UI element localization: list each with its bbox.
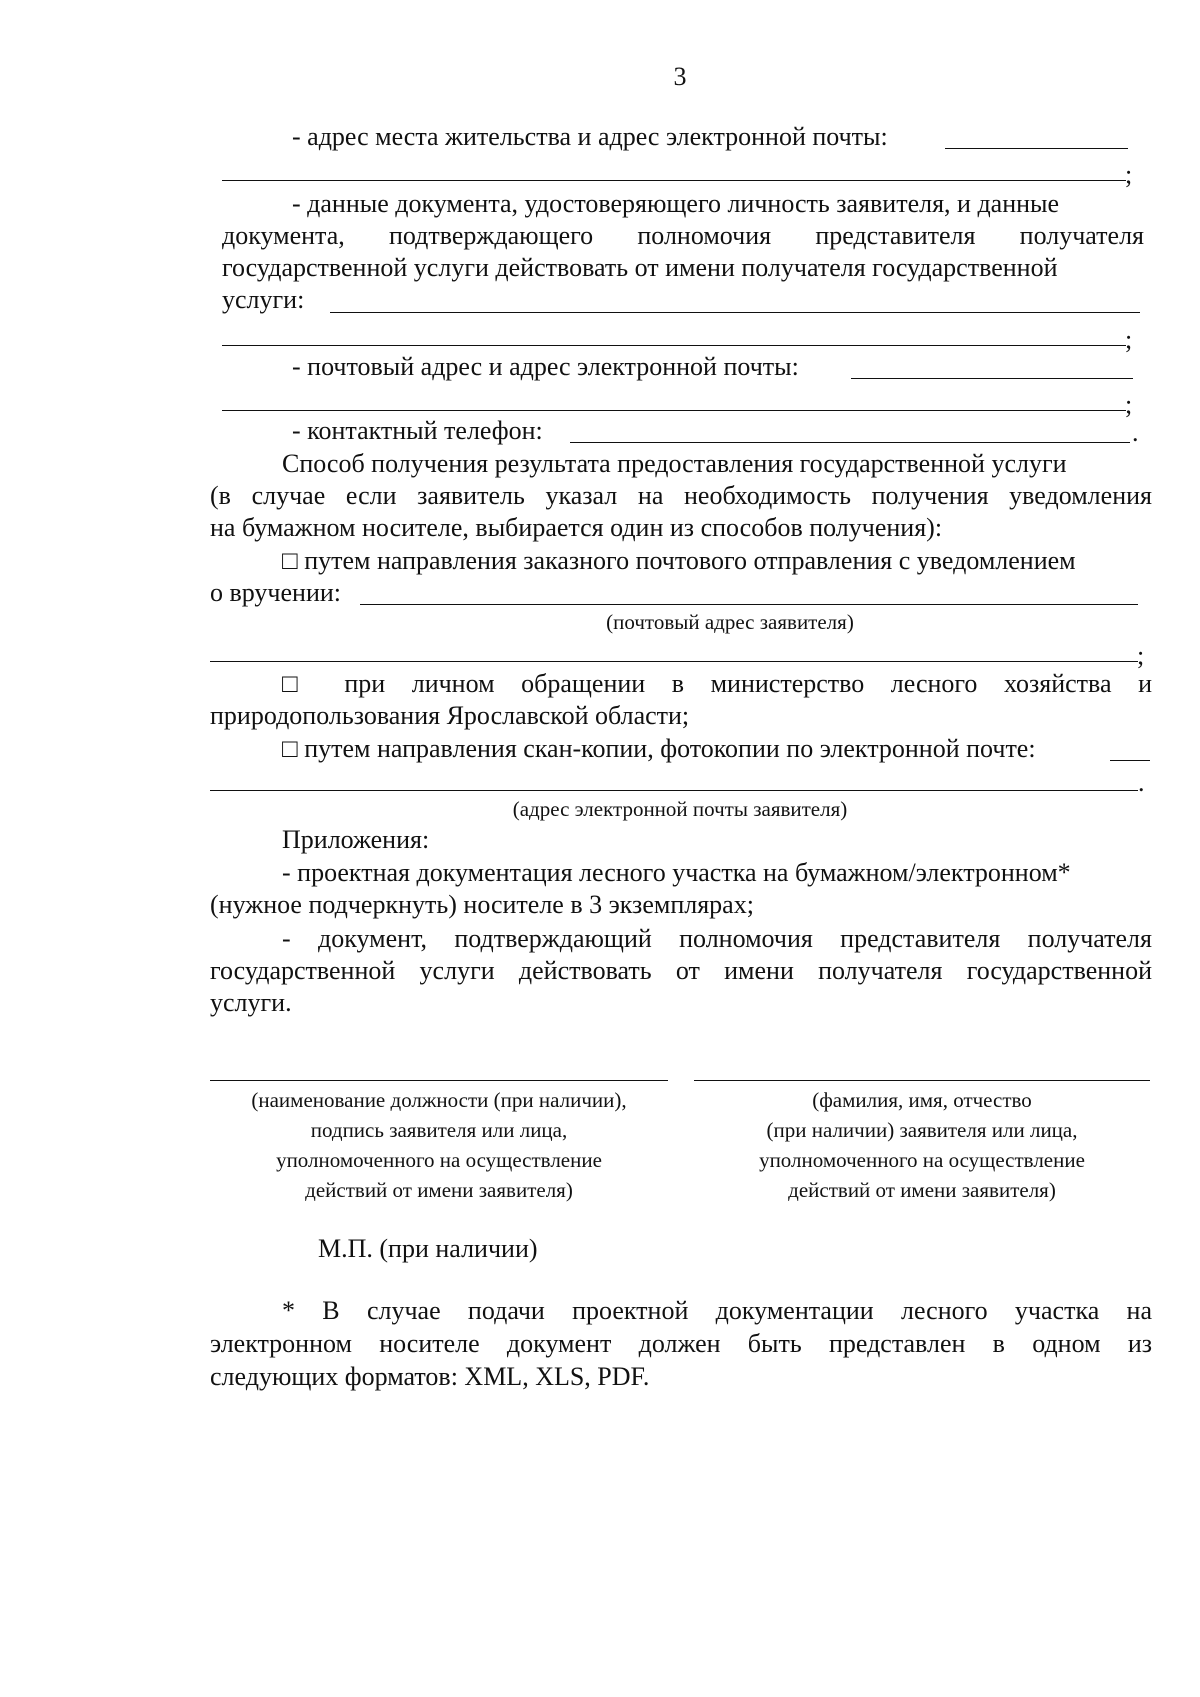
phone-blank[interactable] [570, 442, 1130, 443]
page-number: 3 [673, 62, 687, 91]
phone-label: - контактный телефон: [292, 416, 543, 445]
signature-caption-left [210, 1085, 668, 1205]
identity-line-4: услуги: [222, 285, 305, 314]
signature-left-line-1: (наименование должности (при наличии), [251, 1088, 627, 1112]
method-line-3: на бумажном носителе, выбирается один из способов получения): [210, 513, 943, 542]
postal-label: - почтовый адрес и адрес электронной почты: [292, 352, 799, 381]
footnote-line-1: * В случае подачи проектной документации лесного участка на [282, 1296, 1152, 1325]
signature-left-line-3: уполномоченного на осуществление [276, 1148, 602, 1172]
signature-right-line-3: уполномоченного на осуществление [759, 1148, 1085, 1172]
signature-right-line-2: (при наличии) заявителя или лица, [766, 1118, 1078, 1142]
footnote-line-3: следующих форматов: XML, XLS, PDF. [210, 1362, 650, 1391]
postal-address-blank-2[interactable] [210, 661, 1138, 662]
attachment-1-line-1: - проектная документация лесного участка на бумажном/электронном* [282, 858, 1071, 887]
postal-blank-1[interactable] [851, 378, 1133, 379]
signature-line-left[interactable] [210, 1080, 668, 1081]
period: . [1138, 768, 1145, 797]
identity-line-3: государственной услуги действовать от имени получателя государственной [222, 253, 1058, 282]
signature-line-right[interactable] [694, 1080, 1150, 1081]
residence-blank-2[interactable] [222, 180, 1126, 181]
email-caption: (адрес электронной почты заявителя) [512, 797, 848, 821]
signature-caption-right [694, 1085, 1150, 1205]
residence-blank-1[interactable] [945, 148, 1128, 149]
identity-blank-1[interactable] [330, 312, 1140, 313]
semicolon: ; [1125, 325, 1133, 354]
attachment-2-line-3: услуги. [210, 988, 292, 1017]
option-postal-line-1[interactable]: □ путем направления заказного почтового отправления с уведомлением [282, 546, 1076, 575]
postal-blank-2[interactable] [222, 410, 1126, 411]
identity-line-2: документа, подтверждающего полномочия представителя получателя [222, 221, 1144, 250]
postal-address-blank[interactable] [360, 604, 1138, 605]
option-email-line-1[interactable]: □ путем направления скан-копии, фотокопии по электронной почте: [282, 734, 1036, 763]
semicolon: ; [1125, 160, 1133, 189]
semicolon: ; [1125, 390, 1133, 419]
option-personal-line-1[interactable]: □ при личном обращении в министерство лесного хозяйства и [282, 669, 1152, 698]
signature-right-line-4: действий от имени заявителя) [788, 1178, 1056, 1202]
period: . [1132, 418, 1139, 447]
attachment-2-line-2: государственной услуги действовать от имени получателя государственной [210, 956, 1152, 985]
attachments-heading: Приложения: [282, 825, 430, 854]
email-blank-2[interactable] [210, 790, 1138, 791]
residence-label: - адрес места жительства и адрес электронной почты: [292, 122, 888, 151]
identity-blank-2[interactable] [222, 345, 1126, 346]
method-line-1: Способ получения результата предоставления государственной услуги [282, 449, 1067, 478]
signature-left-line-2: подпись заявителя или лица, [310, 1118, 568, 1142]
postal-address-caption: (почтовый адрес заявителя) [606, 610, 854, 634]
option-personal-line-2: природопользования Ярославской области; [210, 701, 690, 730]
email-blank-1[interactable] [1110, 760, 1150, 761]
method-line-2: (в случае если заявитель указал на необходимость получения уведомления [210, 481, 1152, 510]
attachment-2-line-1: - документ, подтверждающий полномочия представителя получателя [282, 924, 1152, 953]
semicolon: ; [1137, 641, 1145, 670]
identity-line-1: - данные документа, удостоверяющего личность заявителя, и данные [292, 189, 1060, 218]
signature-right-line-1: (фамилия, имя, отчество [812, 1088, 1032, 1112]
signature-left-line-4: действий от имени заявителя) [305, 1178, 573, 1202]
footnote-line-2: электронном носителе документ должен быть представлен в одном из [210, 1329, 1152, 1358]
seal-label: М.П. (при наличии) [318, 1234, 538, 1263]
attachment-1-line-2: (нужное подчеркнуть) носителе в 3 экземплярах; [210, 890, 754, 919]
option-postal-line-2: о вручении: [210, 578, 342, 607]
